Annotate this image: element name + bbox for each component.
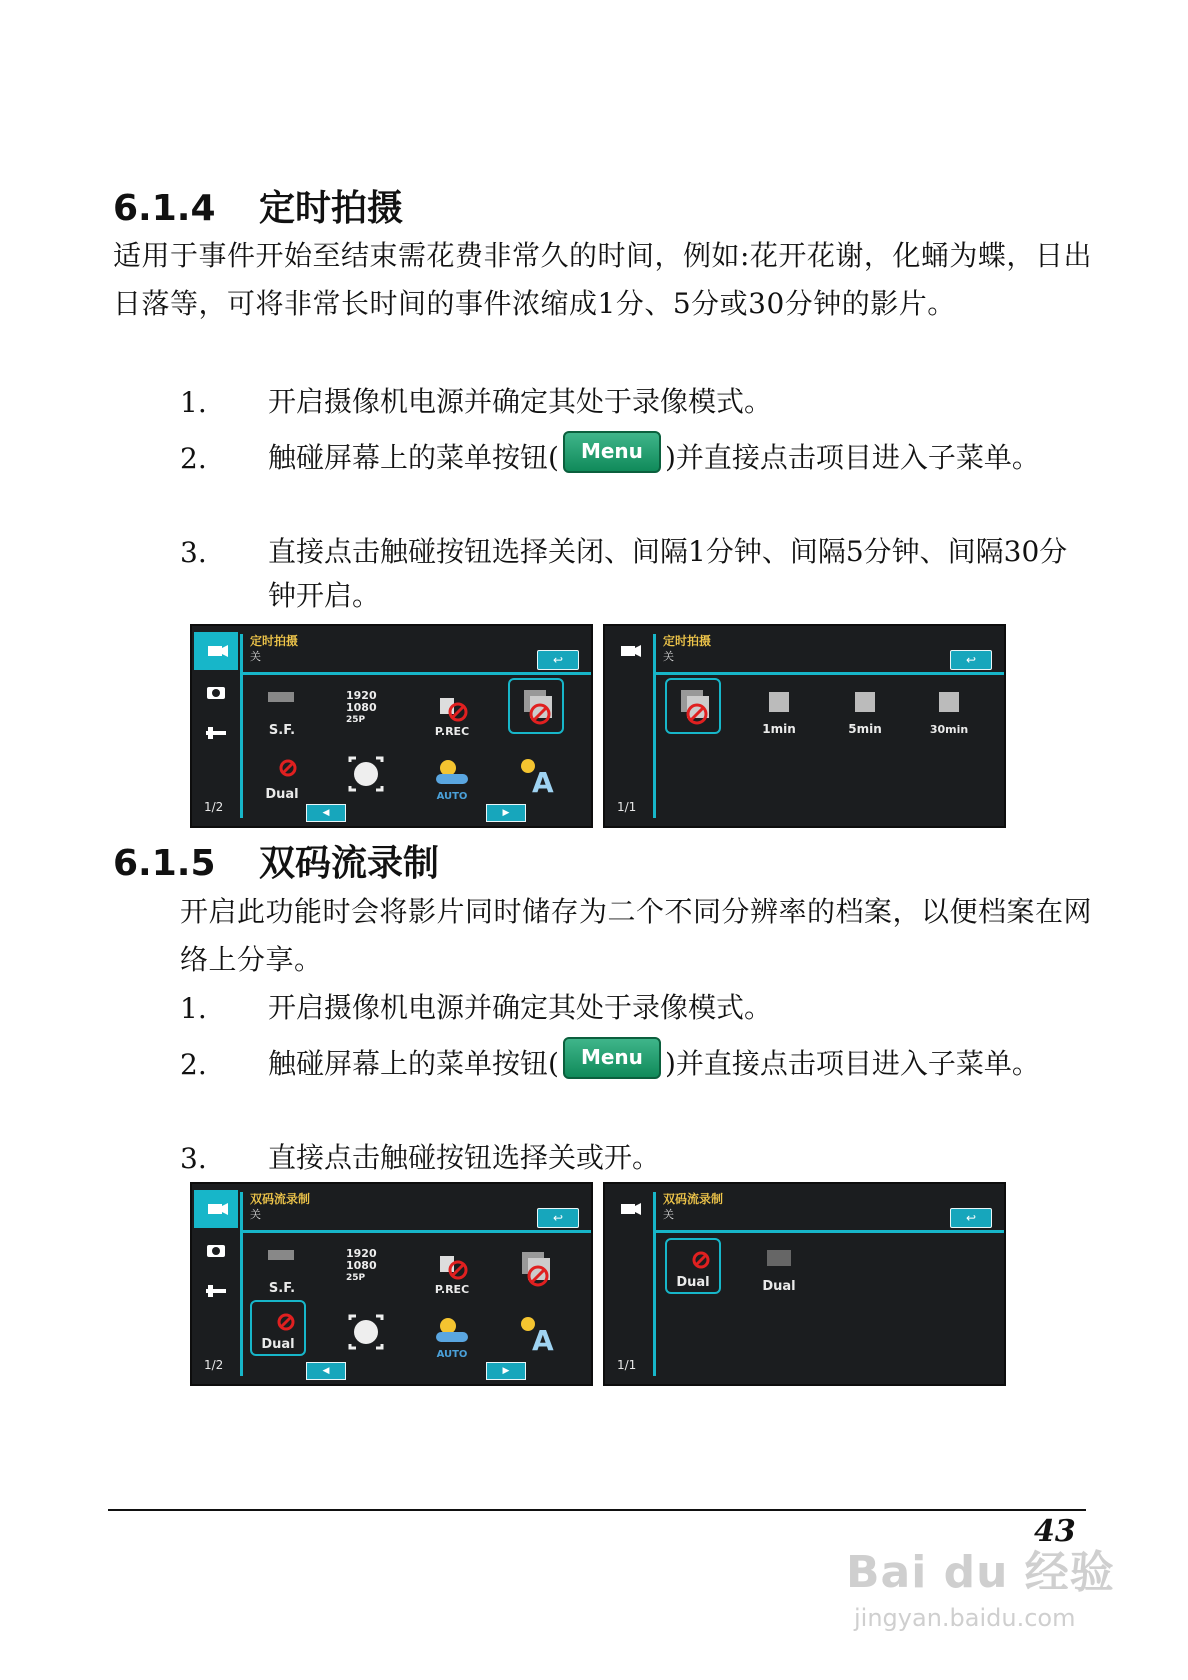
step-text: [268, 380, 1088, 424]
section-intro: 开启此功能时会将影片同时储存为二个不同分辨率的档案，以便档案在网络上分享。: [180, 895, 1093, 976]
scene-filter-item[interactable]: S.F.: [254, 1242, 310, 1298]
face-detect-item[interactable]: [338, 1306, 394, 1362]
face-icon: [338, 748, 394, 804]
section-title: 定时拍摄: [259, 188, 404, 229]
resolution-item[interactable]: 1920 1080 25P: [346, 1247, 377, 1283]
tab-settings[interactable]: [194, 1272, 238, 1310]
step-number: 1.: [180, 386, 207, 419]
return-button[interactable]: ↩: [537, 1208, 579, 1228]
auto-scene-item[interactable]: [508, 1306, 564, 1362]
menu-value: 关: [663, 650, 674, 663]
face-icon: [338, 1306, 394, 1362]
option-off[interactable]: Dual: [665, 1238, 721, 1294]
option-30min[interactable]: 30min: [921, 682, 977, 738]
step-text: 直接点击触碰按钮选择关闭、间隔1分钟、间隔5分钟、间隔30分钟开启。: [268, 535, 1068, 612]
menu-value: 关: [663, 1208, 674, 1221]
return-button[interactable]: ↩: [537, 650, 579, 670]
video-icon: [194, 1190, 238, 1228]
next-page-button[interactable]: ▶: [486, 804, 526, 822]
page-indicator: 1/1: [617, 800, 637, 814]
dual-stream-item[interactable]: Dual: [254, 748, 310, 804]
timelapse-icon: [508, 1242, 564, 1298]
tab-camera[interactable]: [194, 1232, 238, 1270]
camera-icon: [194, 674, 238, 712]
camera-menu-screen: [190, 1182, 593, 1386]
step-text: [268, 1042, 1088, 1087]
step-text-part: )并直接点击项目进入子菜单。: [664, 441, 1040, 474]
menu-value: 关: [250, 650, 261, 663]
section-number: 6.1.4: [113, 188, 216, 229]
menu-title: 定时拍摄: [250, 634, 299, 648]
timelapse-item[interactable]: [508, 678, 564, 734]
step-text-part: 开启摄像机电源并确定其处于录像模式。: [268, 991, 773, 1024]
step-number: 2.: [180, 1048, 207, 1081]
video-icon: [607, 632, 651, 670]
section-heading-6-1-5: [113, 835, 439, 886]
video-icon: [607, 1190, 651, 1228]
svg-text:A: A: [532, 1324, 554, 1357]
return-button[interactable]: ↩: [950, 650, 992, 670]
prerecord-item[interactable]: P.REC: [424, 1242, 480, 1298]
option-1min[interactable]: 1min: [751, 682, 807, 738]
wrench-icon: [194, 714, 238, 752]
next-page-button[interactable]: ▶: [486, 1362, 526, 1380]
step-text: 直接点击触碰按钮选择关或开。: [268, 1141, 661, 1174]
baidu-watermark-url: jingyan.baidu.com: [854, 1604, 1076, 1632]
face-detect-item[interactable]: [338, 748, 394, 804]
menu-title: 双码流录制: [663, 1192, 724, 1206]
prev-page-button[interactable]: ◀: [306, 804, 346, 822]
menu-button-icon: Menu: [563, 1037, 661, 1079]
menu-button-icon: Menu: [563, 431, 661, 473]
svg-text:A: A: [532, 766, 554, 799]
option-on[interactable]: Dual: [751, 1240, 807, 1296]
tab-settings[interactable]: [194, 714, 238, 752]
page-indicator: 1/2: [204, 1358, 224, 1372]
prerecord-item[interactable]: P.REC: [424, 684, 480, 740]
step-number: 2.: [180, 442, 207, 475]
page-indicator: 1/1: [617, 1358, 637, 1372]
menu-title: 双码流录制: [250, 1192, 311, 1206]
camera-icon: [194, 1232, 238, 1270]
step-text-part: 触碰屏幕上的菜单按钮(: [268, 1047, 559, 1080]
menu-title: 定时拍摄: [663, 634, 712, 648]
camera-menu-screen: [190, 624, 593, 828]
step-text-part: 开启摄像机电源并确定其处于录像模式。: [268, 385, 773, 418]
option-5min[interactable]: 5min: [837, 682, 893, 738]
step-number: 1.: [180, 992, 207, 1025]
auto-scene-item[interactable]: [508, 748, 564, 804]
tab-video[interactable]: [607, 1190, 651, 1228]
step-text-part: )并直接点击项目进入子菜单。: [664, 1047, 1040, 1080]
footer-rule: [108, 1509, 1086, 1511]
camera-submenu-screen: [603, 624, 1006, 828]
dual-stream-item[interactable]: Dual: [250, 1300, 306, 1356]
step-number: 3.: [180, 1142, 207, 1175]
section-number: 6.1.5: [113, 843, 216, 884]
timelapse-item[interactable]: [508, 1242, 564, 1298]
auto-weather-item[interactable]: AUTO: [424, 748, 480, 804]
step-text: [268, 436, 1088, 481]
page-indicator: 1/2: [204, 800, 224, 814]
menu-value: 关: [250, 1208, 261, 1221]
wrench-icon: [194, 1272, 238, 1310]
auto-scene-icon: [508, 748, 564, 804]
prev-page-button[interactable]: ◀: [306, 1362, 346, 1380]
section-intro: 适用于事件开始至结束需花费非常久的时间，例如:花开花谢，化蛹为蝶，日出日落等，可将非常长时间的事件浓缩成1分、5分或30分钟的影片。: [113, 239, 1092, 320]
section-title: 双码流录制: [259, 843, 440, 884]
step-text-part: 触碰屏幕上的菜单按钮(: [268, 441, 559, 474]
tab-video[interactable]: [607, 632, 651, 670]
tab-video[interactable]: [194, 1190, 238, 1228]
auto-scene-icon: [508, 1306, 564, 1362]
return-button[interactable]: ↩: [950, 1208, 992, 1228]
page-number: 43: [1034, 1514, 1076, 1549]
scene-filter-item[interactable]: S.F.: [254, 684, 310, 740]
timelapse-icon: [510, 680, 566, 736]
tab-video[interactable]: [194, 632, 238, 670]
section-heading-6-1-4: [113, 180, 403, 231]
option-off[interactable]: [665, 678, 721, 734]
tab-camera[interactable]: [194, 674, 238, 712]
auto-weather-item[interactable]: AUTO: [424, 1306, 480, 1362]
baidu-watermark-logo: Bai du 经验: [846, 1547, 1115, 1598]
resolution-item[interactable]: 1920 1080 25P: [346, 689, 377, 725]
step-text: [268, 986, 1088, 1030]
video-icon: [194, 632, 238, 670]
camera-submenu-screen: [603, 1182, 1006, 1386]
step-number: 3.: [180, 536, 207, 569]
timelapse-off-icon: [667, 680, 723, 736]
